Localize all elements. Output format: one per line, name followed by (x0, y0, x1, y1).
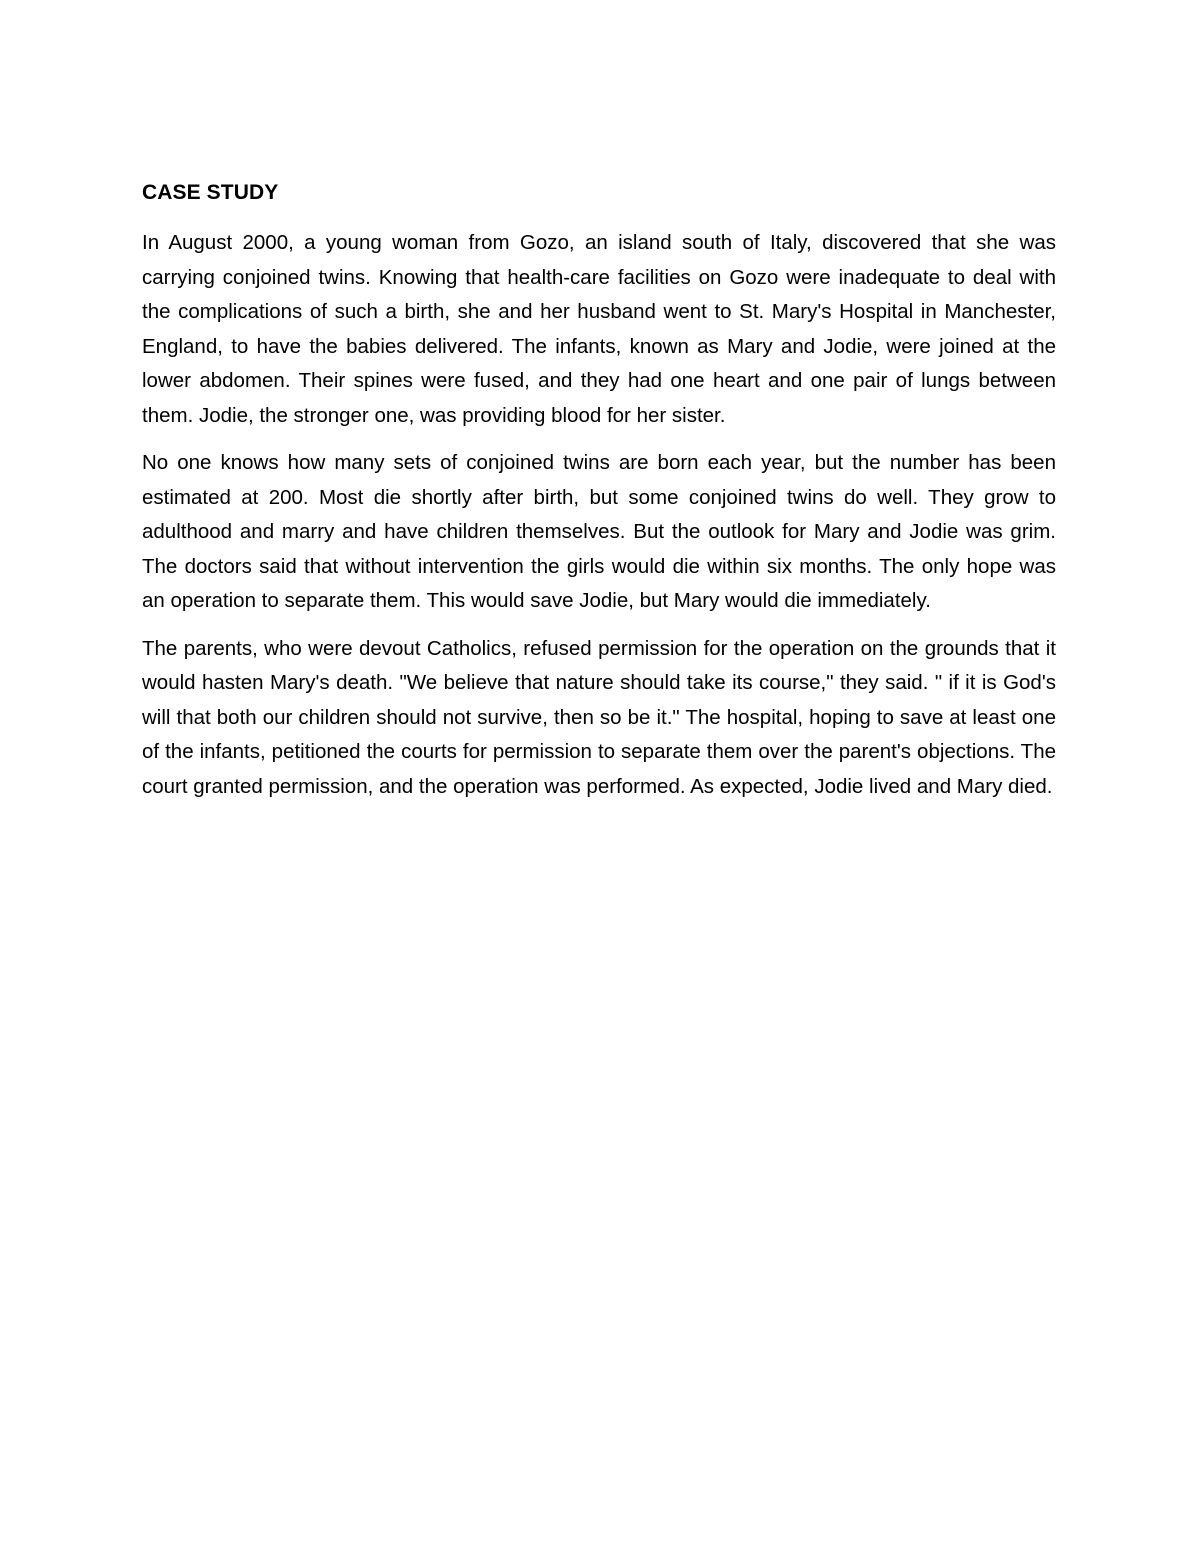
paragraph-2: No one knows how many sets of conjoined twins are born each year, but the number has been estimated at 200. Most die shortly after birth, but some conjoined twins do well. They grow to adulthood and marry and have children themselves. But the outlook for Mary and Jodie was grim. The doctors said that without intervention the girls would die within six months. The only hope was an operation to separate them. This would save Jodie, but Mary would die immediately. (142, 451, 1056, 612)
paragraph-1: In August 2000, a young woman from Gozo, an island south of Italy, discovered that she was carrying conjoined twins. Knowing that health-care facilities on Gozo were inadequate to deal with the complications of such a birth, she and her husband went to St. Mary's Hospital in Manchester, England, to have the babies delivered. The infants, known as Mary and Jodie, were joined at the lower abdomen. Their spines were fused, and they had one heart and one pair of lungs between them. Jodie, the stronger one, was providing blood for her sister. (142, 231, 1056, 427)
document-title: CASE STUDY (142, 181, 279, 204)
document-body (142, 178, 1056, 817)
paragraph-3: The parents, who were devout Catholics, refused permission for the operation on the grounds that it would hasten Mary's death. "We believe that nature should take its course," they said. " if it is God's will that both our children should not survive, then so be it." The hospital, hoping to save at least one of the infants, petitioned the courts for permission to separate them over the parent's objections. The court granted permission, and the operation was performed. As expected, Jodie lived and Mary died. (142, 636, 1056, 798)
